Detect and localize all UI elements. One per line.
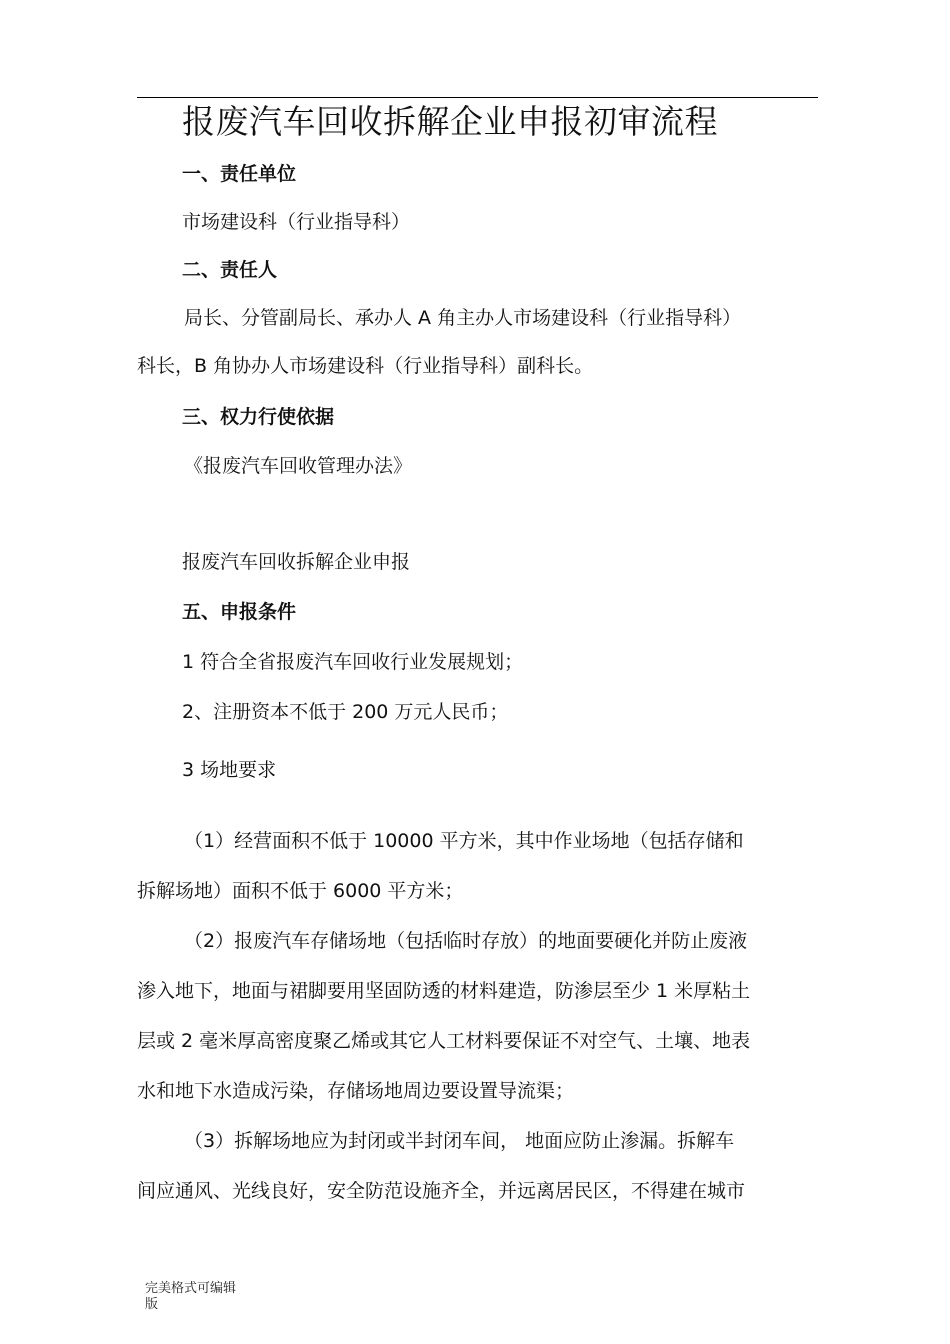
section-heading-responsible-person: 二、责任人 [182, 259, 278, 281]
paragraph-line: 市场建设科（行业指导科） [182, 211, 411, 233]
paragraph-line: 层或 2 毫米厚高密度聚乙烯或其它人工材料要保证不对空气、土壤、地表 [137, 1030, 751, 1052]
paragraph-line: 拆解场地）面积不低于 6000 平方米； [137, 880, 464, 902]
paragraph-line: 局长、分管副局长、承办人 A 角主办人市场建设科（行业指导科） [184, 307, 742, 329]
paragraph-line: （2）报废汽车存储场地（包括临时存放）的地面要硬化并防止废液 [184, 930, 748, 952]
paragraph-line: （1）经营面积不低于 10000 平方米，其中作业场地（包括存储和 [184, 830, 744, 852]
footer-note-line: 完美格式可编辑 [145, 1281, 237, 1296]
paragraph-line: 科长，B 角协办人市场建设科（行业指导科）副科长。 [137, 355, 594, 377]
document-title: 报废汽车回收拆解企业申报初审流程 [182, 102, 718, 141]
section-heading-legal-basis: 三、权力行使依据 [182, 406, 335, 428]
footer-note-line: 版 [145, 1297, 159, 1312]
section-heading-responsible-unit: 一、责任单位 [182, 163, 297, 185]
footer-note [145, 1281, 255, 1313]
paragraph-line: 《报废汽车回收管理办法》 [184, 455, 413, 477]
paragraph-line: 水和地下水造成污染，存储场地周边要设置导流渠； [137, 1080, 575, 1102]
paragraph-line: 渗入地下，地面与裙脚要用坚固防透的材料建造，防渗层至少 1 米厚粘土 [137, 980, 751, 1002]
section-heading-conditions: 五、申报条件 [182, 601, 297, 623]
paragraph-line: 间应通风、光线良好，安全防范设施齐全，并远离居民区，不得建在城市 [137, 1180, 746, 1202]
list-item: 3 场地要求 [182, 759, 277, 781]
paragraph-line: （3）拆解场地应为封闭或半封闭车间， 地面应防止渗漏。拆解车 [184, 1130, 735, 1152]
list-item: 1 符合全省报废汽车回收行业发展规划； [182, 651, 524, 673]
list-item: 2、注册资本不低于 200 万元人民币； [182, 701, 509, 723]
paragraph-line: 报废汽车回收拆解企业申报 [182, 551, 411, 573]
top-rule [137, 97, 818, 98]
